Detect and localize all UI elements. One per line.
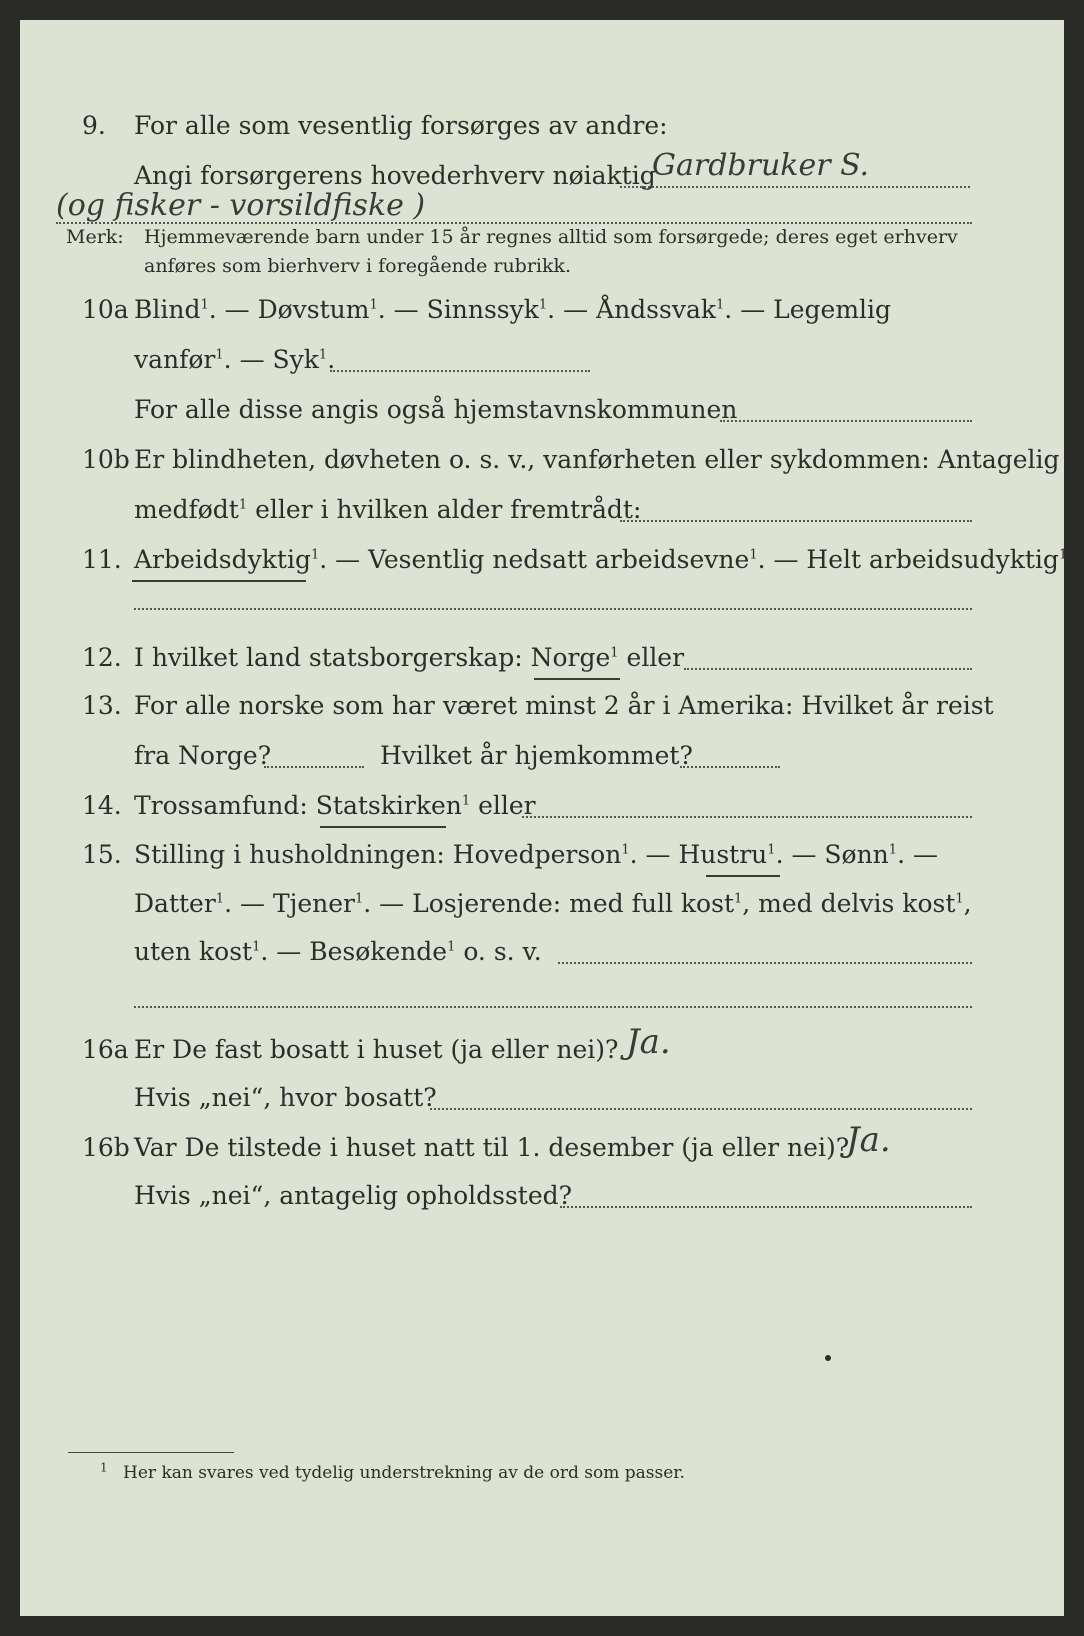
question-number: 9. bbox=[82, 111, 106, 140]
question-text: I hvilket land statsborgerskap: Norge$^1$ eller bbox=[134, 643, 685, 672]
question-15-line-2 bbox=[20, 884, 1064, 924]
question-number: 15. bbox=[82, 840, 122, 869]
question-number: 16a bbox=[82, 1035, 129, 1064]
question-text: medfødt$^1$ eller i hvilken alder fremtrådt: bbox=[134, 495, 642, 524]
question-16a bbox=[20, 1022, 1064, 1070]
footnote bbox=[100, 1460, 685, 1486]
question-text: vanfør$^1$. — Syk$^1$. bbox=[134, 345, 336, 374]
question-16b-line-2 bbox=[20, 1176, 1064, 1216]
question-text: For alle som vesentlig forsørges av andre: bbox=[134, 111, 668, 140]
question-number: 10b bbox=[82, 445, 130, 474]
question-11-line-2 bbox=[20, 586, 1064, 626]
question-9 bbox=[20, 106, 1064, 146]
question-number: 11. bbox=[82, 545, 122, 574]
answer-line[interactable] bbox=[264, 766, 364, 768]
option-statskirken[interactable]: Statskirken bbox=[315, 791, 462, 820]
question-12 bbox=[20, 638, 1064, 678]
question-text: uten kost$^1$. — Besøkende$^1$ o. s. v. bbox=[134, 937, 542, 966]
question-text: For alle norske som har været minst 2 år i Amerika: Hvilket år reist bbox=[134, 691, 994, 720]
answer-line[interactable] bbox=[684, 668, 972, 670]
question-number: 14. bbox=[82, 791, 122, 820]
option-arbeidsdyktig[interactable]: Arbeidsdyktig bbox=[134, 545, 311, 574]
underline-mark bbox=[320, 826, 446, 828]
note-label: Merk: bbox=[66, 226, 124, 248]
answer-line[interactable] bbox=[522, 816, 972, 818]
question-text: Er blindheten, døvheten o. s. v., vanførheten eller sykdommen: Antagelig bbox=[134, 445, 1060, 474]
handwritten-answer: Ja. bbox=[846, 1120, 891, 1160]
answer-line[interactable] bbox=[430, 1108, 972, 1110]
handwritten-answer: Gardbruker S. bbox=[652, 148, 870, 183]
note-text: anføres som bierhverv i foregående rubrikk. bbox=[144, 255, 572, 277]
question-text: Blind$^1$. — Døvstum$^1$. — Sinnssyk$^1$. — Åndssvak$^1$. — Legemlig bbox=[134, 295, 892, 324]
question-10a-line-3 bbox=[20, 390, 1064, 430]
answer-line[interactable] bbox=[620, 520, 972, 522]
question-text: Hvis „nei“, antagelig opholdssted? bbox=[134, 1181, 573, 1210]
question-10a-line-2 bbox=[20, 340, 1064, 380]
footnote-text: Her kan svares ved tydelig understrekning av de ord som passer. bbox=[123, 1463, 685, 1483]
question-13 bbox=[20, 686, 1064, 726]
question-11 bbox=[20, 540, 1076, 580]
question-13-line-2 bbox=[20, 736, 1064, 776]
answer-line[interactable] bbox=[558, 962, 972, 964]
question-text: Angi forsørgerens hovederhverv nøiaktig bbox=[134, 161, 656, 190]
question-text: Hvis „nei“, hvor bosatt? bbox=[134, 1083, 437, 1112]
question-text: Trossamfund: Statskirken$^1$ eller bbox=[134, 791, 536, 820]
question-15 bbox=[20, 835, 1064, 875]
question-text: Er De fast bosatt i huset (ja eller nei)? bbox=[134, 1035, 619, 1064]
question-16b bbox=[20, 1120, 1064, 1168]
answer-line[interactable] bbox=[134, 608, 972, 610]
underline-mark bbox=[132, 580, 306, 582]
handwritten-answer: Ja. bbox=[626, 1022, 671, 1062]
answer-line[interactable] bbox=[620, 186, 970, 188]
question-16a-line-2 bbox=[20, 1078, 1064, 1118]
note-text: Hjemmeværende barn under 15 år regnes alltid som forsørgede; deres eget erhverv bbox=[144, 226, 958, 248]
answer-line[interactable] bbox=[720, 420, 972, 422]
underline-mark bbox=[534, 678, 620, 680]
question-number: 12. bbox=[82, 643, 122, 672]
footnote-rule bbox=[68, 1452, 234, 1453]
underline-mark bbox=[706, 875, 780, 877]
question-number: 10a bbox=[82, 295, 129, 324]
answer-line[interactable] bbox=[330, 370, 590, 372]
option-norge[interactable]: Norge bbox=[530, 643, 611, 672]
question-14 bbox=[20, 786, 1064, 826]
answer-line[interactable] bbox=[560, 1206, 972, 1208]
question-text: Arbeidsdyktig$^1$. — Vesentlig nedsatt arbeidsevne$^1$. — Helt arbeidsudyktig$^1$. bbox=[134, 545, 1076, 574]
question-text: fra Norge? bbox=[134, 741, 272, 770]
question-text: Stilling i husholdningen: Hovedperson$^1$. — Hustru$^1$. — Sønn$^1$. — bbox=[134, 840, 938, 869]
question-10b-line-2 bbox=[20, 490, 1064, 530]
question-10b bbox=[20, 440, 1064, 480]
ink-dot bbox=[825, 1355, 831, 1361]
question-15-line-3 bbox=[20, 932, 1064, 972]
option-hustru[interactable]: Hustru bbox=[678, 840, 768, 869]
question-text: Hvilket år hjemkommet? bbox=[380, 741, 693, 770]
handwritten-answer: (og fisker - vorsildfiske ) bbox=[56, 188, 426, 223]
question-number: 16b bbox=[82, 1133, 130, 1162]
question-number: 13. bbox=[82, 691, 122, 720]
answer-line[interactable] bbox=[134, 1006, 972, 1008]
census-form-page bbox=[20, 20, 1076, 1616]
footnote-mark: 1 bbox=[100, 1460, 108, 1475]
question-text: Var De tilstede i huset natt til 1. desember (ja eller nei)? bbox=[134, 1133, 850, 1162]
question-15-line-4 bbox=[20, 982, 1064, 1022]
question-text: Datter$^1$. — Tjener$^1$. — Losjerende: med full kost$^1$, med delvis kost$^1$, bbox=[134, 889, 972, 918]
question-text: For alle disse angis også hjemstavnskommunen bbox=[134, 395, 738, 424]
question-10a bbox=[20, 290, 1064, 330]
answer-line[interactable] bbox=[680, 766, 780, 768]
note bbox=[66, 223, 1056, 252]
